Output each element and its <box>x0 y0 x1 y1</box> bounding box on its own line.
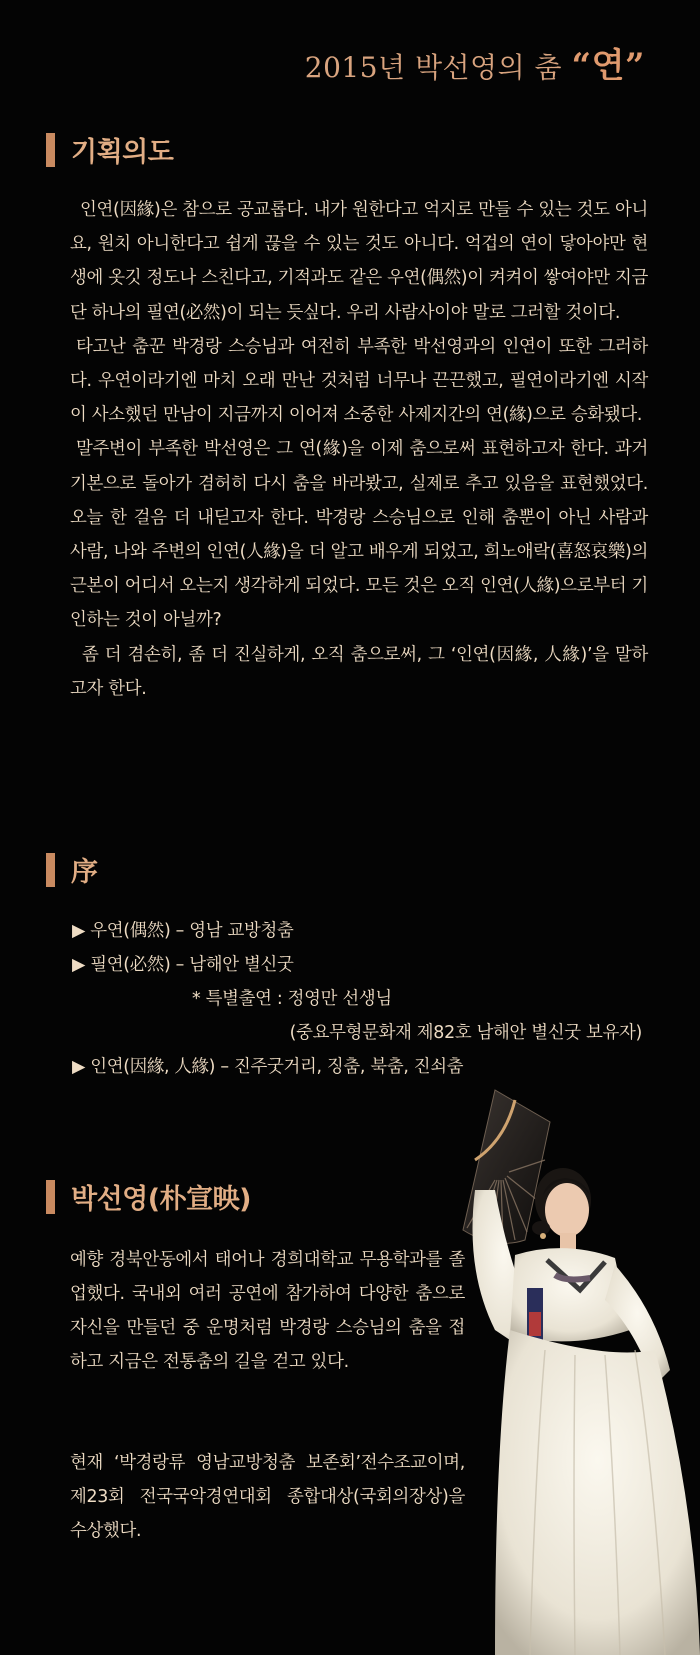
program-item: ▶ 우연(偶然) – 영남 교방청춤 <box>72 921 294 941</box>
program-item: ▶ 인연(因緣, 人緣) – 진주굿거리, 징춤, 북춤, 진쇠춤 <box>72 1057 464 1077</box>
heading-bar <box>46 1180 55 1214</box>
program-item: ▶ 필연(必然) – 남해안 별신굿 <box>72 955 294 975</box>
intent-text <box>70 193 648 706</box>
guest-performer-title: (중요무형문화재 제82호 남해안 별신굿 보유자) <box>289 1023 642 1043</box>
intent-paragraph-2: 타고난 춤꾼 박경랑 스승님과 여전히 부족한 박선영과의 인연이 또한 그러하다. 우연이라기엔 마치 오래 만난 것처럼 너무나 끈끈했고, 필연이라기엔 시작이 사소했던 만남이 지금까지 이어져 소중한 사제지간의 연(緣)으로 승화됐다. <box>70 336 648 426</box>
bio-paragraph-1: 예향 경북안동에서 태어나 경희대학교 무용학과를 졸업했다. 국내외 여러 공연에 참가하여 다양한 춤으로 자신을 만들던 중 운명처럼 박경랑 스승님의 춤을 접하고 지금은 전통춤의 길을 걷고 있다. <box>70 1250 465 1372</box>
title-prefix: 2015년 박선영의 춤 <box>304 51 563 84</box>
heading-bar <box>46 133 55 167</box>
bio-text-1 <box>70 1243 465 1379</box>
heading-bar <box>46 853 55 887</box>
quote-close: ” <box>624 46 645 86</box>
title-highlight: 연 <box>591 46 625 86</box>
section-bio-title: 박선영(朴宣映) <box>71 1184 251 1215</box>
section-program-heading <box>46 850 98 889</box>
dancer-photo <box>455 1050 700 1655</box>
section-program-title: 序 <box>71 857 98 888</box>
bio-text-2 <box>70 1446 465 1548</box>
bio-paragraph-2: 현재 ‘박경랑류 영남교방청춤 보존회’전수조교이며, 제23회 전국국악경연대회 종합대상(국회의장상)을 수상했다. <box>70 1453 465 1541</box>
intent-paragraph-1: 인연(因緣)은 참으로 공교롭다. 내가 원한다고 억지로 만들 수 있는 것도 아니요, 원치 아니한다고 쉽게 끊을 수 있는 것도 아니다. 억겁의 연이 닿아야만 현생에 옷깃 정도나 스친다고, 기적과도 같은 우연(偶然)이 켜켜이 쌓여야만 지금 단 하나의 필연(必然)이 되는 듯싶다. 우리 사람사이야 말로 그러할 것이다. <box>70 200 648 323</box>
page-title <box>305 38 645 87</box>
quote-open: “ <box>571 46 592 86</box>
intent-paragraph-4: 좀 더 겸손히, 좀 더 진실하게, 오직 춤으로써, 그 ‘인연(因緣, 人緣)’을 말하고자 한다. <box>70 644 648 699</box>
intent-paragraph-3: 말주변이 부족한 박선영은 그 연(緣)을 이제 춤으로써 표현하고자 한다. 과거 기본으로 돌아가 겸허히 다시 춤을 바라봤고, 실제로 추고 있음을 표현했었다. 오늘 한 걸음 더 내딛고자 한다. 박경랑 스승님으로 인해 춤뿐이 아닌 사람과 사람, 나와 주변의 인연(人緣)을 더 알고 배우게 되었고, 희노애락(喜怒哀樂)의 근본이 어디서 오는지 생각하게 되었다. 모든 것은 오직 인연(人緣)으로부터 기인하는 것이 아닐까? <box>70 439 648 631</box>
guest-performer: * 특별출연 : 정영만 선생님 <box>192 989 392 1009</box>
section-intent-title: 기획의도 <box>71 137 174 168</box>
section-intent-heading <box>46 130 173 169</box>
section-bio-heading <box>46 1177 251 1216</box>
